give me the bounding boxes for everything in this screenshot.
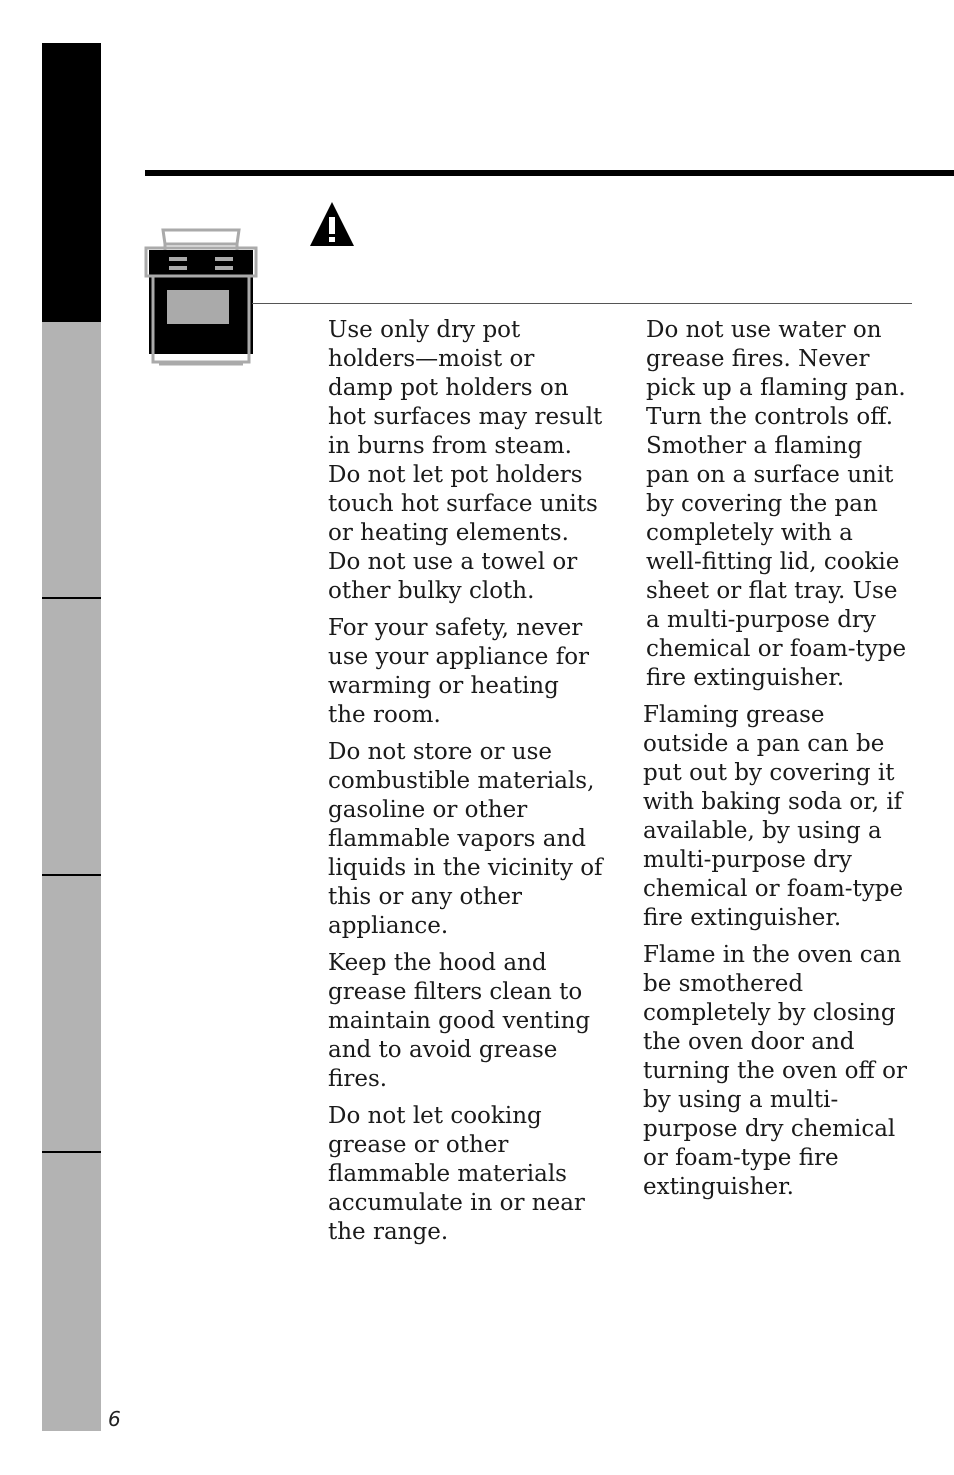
safety-paragraph: Do not let cooking grease or other flammable materials accumulate in or near the range. xyxy=(328,1103,585,1245)
section-tabs xyxy=(42,43,101,1431)
warning-triangle-icon xyxy=(308,200,356,248)
page-number: 6 xyxy=(108,1407,121,1431)
safety-paragraph: Flame in the oven can be smothered completely by closing the oven door and turning the oven off or by using a multi-purpose dry chemical or foam-type fire extinguisher. xyxy=(643,942,907,1200)
section-rule xyxy=(252,303,912,304)
safety-paragraph: Flaming grease outside a pan can be put out by covering it with baking soda or, if available, by using a multi-purpose dry chemical or foam-type fire extinguisher. xyxy=(643,702,904,931)
section-tab-active[interactable] xyxy=(42,43,101,322)
left-text-column xyxy=(328,316,603,1255)
section-tab[interactable] xyxy=(42,599,101,874)
safety-paragraph: Do not use water on grease fires. Never pick up a flaming pan. Turn the controls off. Smother a flaming pan on a surface unit by covering the pan completely with a well-fitting lid, cookie sheet or flat tray. Use a multi-purpose dry chemical or foam-type fire extinguisher. xyxy=(646,317,907,691)
safety-paragraph: Keep the hood and grease filters clean to maintain good venting and to avoid grease fires. xyxy=(328,950,591,1092)
safety-paragraph: For your safety, never use your appliance for warming or heating the room. xyxy=(328,615,590,728)
safety-paragraph: Do not store or use combustible materials, gasoline or other flammable vapors and liquids in the vicinity of this or any other appliance. xyxy=(328,739,603,939)
right-text-column xyxy=(643,316,911,1210)
section-tab[interactable] xyxy=(42,322,101,597)
safety-paragraph: Use only dry pot holders—moist or damp pot holders on hot surfaces may result in burns from steam. Do not let pot holders touch hot surface units or heating elements. Do not use a towel or other bulky cloth. xyxy=(328,317,603,604)
section-tab[interactable] xyxy=(42,876,101,1151)
range-oven-icon xyxy=(143,226,261,372)
header-rule xyxy=(145,170,954,176)
section-tab[interactable] xyxy=(42,1153,101,1431)
